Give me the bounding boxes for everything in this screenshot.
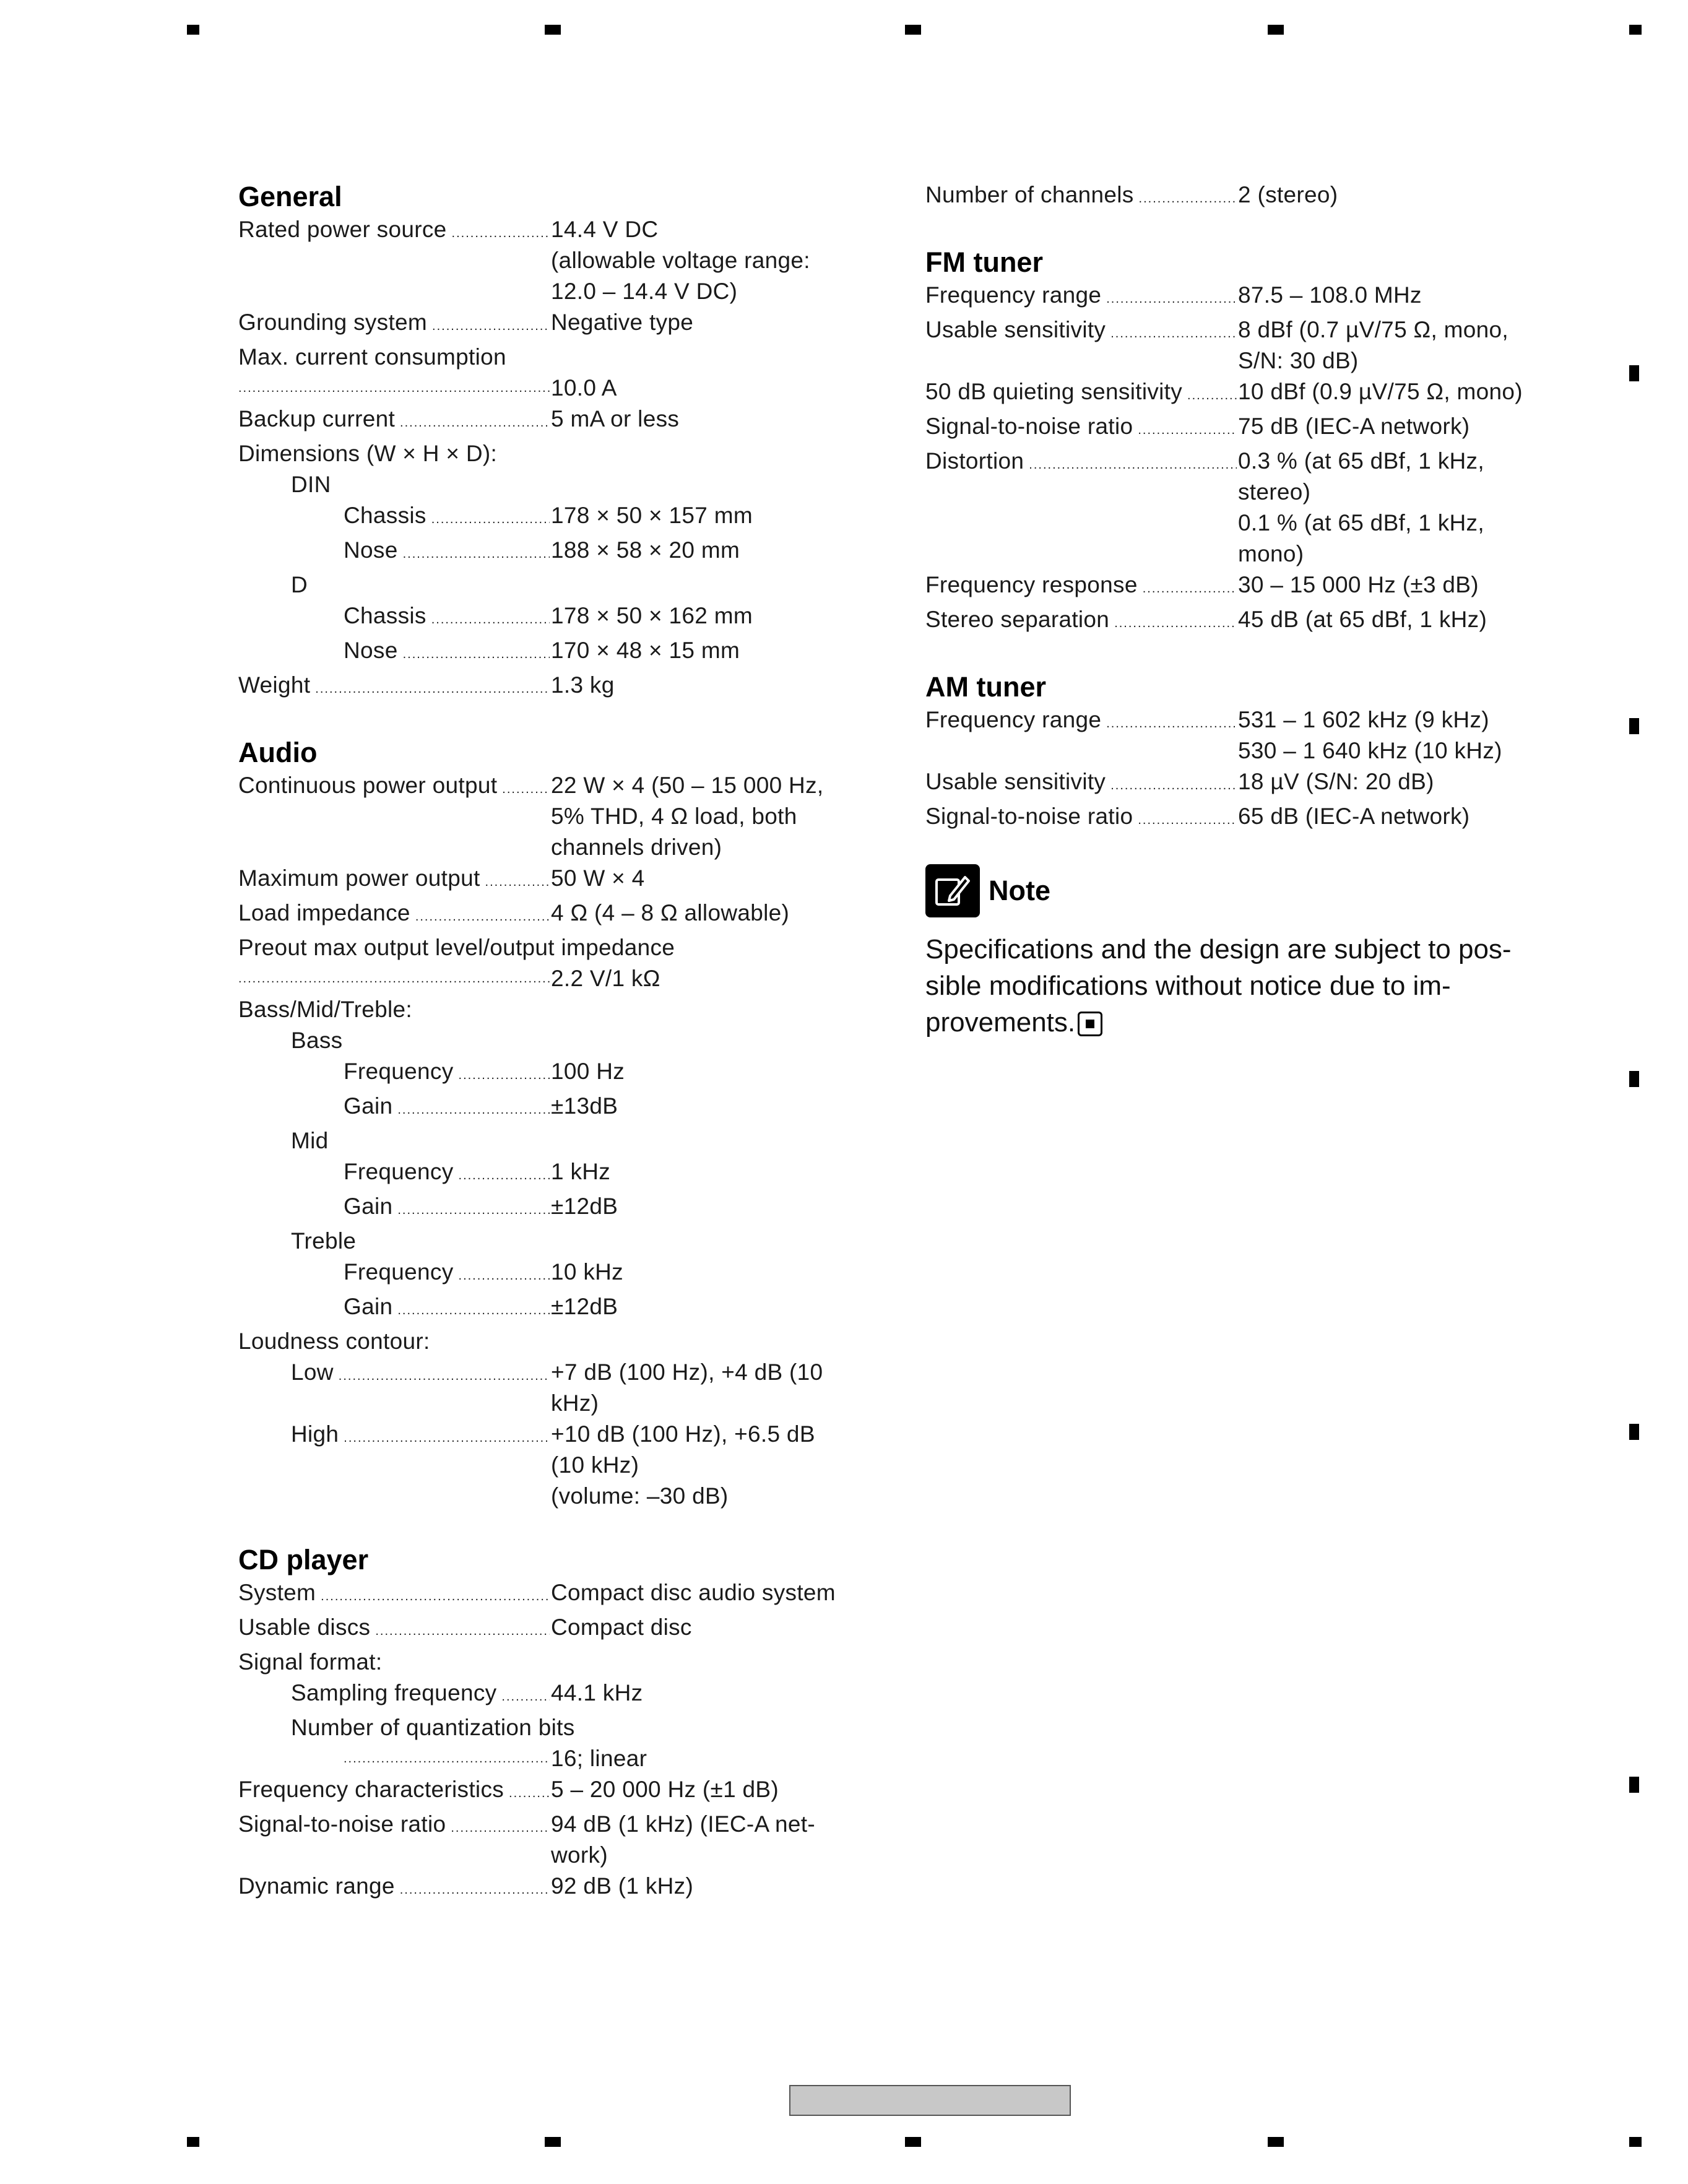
spec-value-line: ±12dB bbox=[551, 1194, 618, 1219]
dot-leader bbox=[238, 963, 550, 994]
spec-heading: Number of quantization bits bbox=[291, 1715, 575, 1740]
spec-value-line: 4 Ω (4 – 8 Ω allowable) bbox=[551, 900, 790, 925]
spec-value-line: 170 × 48 × 15 mm bbox=[551, 638, 740, 663]
spec-row bbox=[238, 1678, 857, 1712]
dot-leader bbox=[501, 1681, 550, 1712]
spec-value-line: 30 – 15 000 Hz (±3 dB) bbox=[1238, 572, 1479, 597]
dot-leader bbox=[1139, 183, 1237, 214]
spec-label-text: Continuous power output bbox=[238, 773, 498, 798]
spec-value-line: 10 kHz bbox=[551, 1259, 623, 1285]
spec-label bbox=[925, 766, 1238, 801]
spec-label bbox=[238, 1291, 551, 1326]
spec-value-line: +10 dB (100 Hz), +6.5 dB bbox=[551, 1421, 815, 1447]
dot-leader bbox=[432, 311, 550, 342]
spec-label-text: Rated power source bbox=[238, 217, 447, 242]
spec-label bbox=[238, 1091, 551, 1125]
page-number-box bbox=[789, 2085, 1071, 2116]
spec-label bbox=[238, 600, 551, 635]
spec-row bbox=[238, 670, 857, 704]
spec-label-text: Frequency response bbox=[925, 572, 1138, 597]
spec-label-text: Distortion bbox=[925, 448, 1024, 474]
spec-label-text: Chassis bbox=[344, 503, 426, 528]
dot-leader bbox=[344, 1423, 550, 1454]
spec-row bbox=[238, 898, 857, 932]
spec-value bbox=[551, 307, 857, 338]
dot-leader bbox=[459, 1060, 550, 1091]
spec-row bbox=[238, 770, 857, 863]
spec-value bbox=[551, 1357, 857, 1419]
spec-value-line: (allowable voltage range: bbox=[551, 248, 810, 273]
spec-value bbox=[551, 404, 857, 435]
spec-value-line: 12.0 – 14.4 V DC) bbox=[551, 279, 738, 304]
spec-row bbox=[238, 1577, 857, 1612]
spec-value bbox=[551, 1257, 857, 1288]
spec-row bbox=[238, 404, 857, 438]
dot-leader bbox=[502, 774, 550, 805]
spec-value bbox=[551, 670, 857, 701]
spec-label bbox=[925, 446, 1238, 480]
spec-label bbox=[238, 770, 551, 805]
spec-label bbox=[238, 863, 551, 898]
spec-label-text: Weight bbox=[238, 672, 311, 698]
right-column bbox=[925, 180, 1551, 1041]
spec-label-text: Frequency range bbox=[925, 707, 1102, 732]
spec-row bbox=[238, 1091, 857, 1125]
spec-value bbox=[551, 1678, 857, 1709]
dot-leader bbox=[451, 1813, 550, 1844]
dot-leader bbox=[403, 639, 550, 670]
spec-label-text: Frequency range bbox=[925, 282, 1102, 308]
spec-label-text: 50 dB quieting sensitivity bbox=[925, 379, 1183, 404]
spec-label-text: Maximum power output bbox=[238, 865, 480, 891]
spec-heading: Dimensions (W × H × D): bbox=[238, 441, 498, 466]
dot-leader bbox=[397, 1094, 550, 1125]
spec-value-line: 14.4 V DC bbox=[551, 217, 659, 242]
spec-value bbox=[1238, 376, 1551, 407]
spec-label bbox=[925, 180, 1238, 214]
spec-row bbox=[238, 1191, 857, 1226]
spec-label-text: Chassis bbox=[344, 603, 426, 628]
note-text bbox=[925, 931, 1551, 1041]
spec-value-line: channels driven) bbox=[551, 834, 722, 860]
spec-row bbox=[238, 1743, 857, 1774]
spec-label-text: Number of channels bbox=[925, 182, 1134, 207]
spec-value bbox=[551, 1419, 857, 1512]
spec-label bbox=[238, 898, 551, 932]
registration-mark bbox=[1629, 718, 1639, 734]
section-title: FM tuner bbox=[925, 246, 1043, 278]
dot-leader bbox=[400, 407, 550, 438]
spec-label-text: Frequency bbox=[344, 1059, 454, 1084]
dot-leader bbox=[321, 1581, 550, 1612]
spec-heading: Preout max output level/output impedance bbox=[238, 935, 675, 960]
spec-label-text: High bbox=[291, 1421, 339, 1447]
spec-value bbox=[1238, 604, 1551, 635]
spec-label bbox=[925, 376, 1238, 411]
spec-value bbox=[551, 500, 857, 531]
spec-value-line: 10 dBf (0.9 µV/75 Ω, mono) bbox=[1238, 379, 1523, 404]
spec-row bbox=[238, 500, 857, 535]
spec-label bbox=[238, 214, 551, 249]
note-line: sible modifications without notice due to im- bbox=[925, 971, 1451, 1001]
spec-label bbox=[925, 570, 1238, 604]
spec-value bbox=[551, 635, 857, 666]
dot-leader bbox=[1187, 380, 1237, 411]
spec-label bbox=[238, 1743, 551, 1774]
dot-leader bbox=[339, 1361, 550, 1392]
spec-value-line: 10.0 A bbox=[551, 375, 617, 401]
spec-value-line: 50 W × 4 bbox=[551, 865, 645, 891]
spec-heading: Signal format: bbox=[238, 1649, 383, 1675]
spec-label-text: Gain bbox=[344, 1194, 393, 1219]
spec-label bbox=[238, 1056, 551, 1091]
spec-value-line: 5 mA or less bbox=[551, 406, 680, 431]
spec-row bbox=[925, 766, 1551, 801]
spec-row bbox=[925, 704, 1551, 766]
spec-value-line: 188 × 58 × 20 mm bbox=[551, 537, 740, 563]
spec-row bbox=[925, 446, 1551, 570]
spec-label-text: Usable sensitivity bbox=[925, 317, 1106, 342]
section-title: CD player bbox=[238, 1544, 369, 1575]
spec-value-line: 2 (stereo) bbox=[1238, 182, 1338, 207]
spec-label-text: Gain bbox=[344, 1294, 393, 1319]
spec-row bbox=[238, 1419, 857, 1512]
dot-leader bbox=[1143, 573, 1237, 604]
spec-row bbox=[925, 411, 1551, 446]
spec-heading: Loudness contour: bbox=[238, 1328, 430, 1354]
spec-value bbox=[551, 214, 857, 307]
spec-value bbox=[551, 1056, 857, 1087]
spec-row bbox=[238, 1357, 857, 1419]
spec-value bbox=[551, 863, 857, 894]
dot-leader bbox=[509, 1778, 550, 1809]
left-column bbox=[238, 180, 857, 1905]
dot-leader bbox=[403, 539, 550, 570]
spec-label bbox=[925, 280, 1238, 314]
dot-leader bbox=[344, 1743, 550, 1774]
dot-leader bbox=[1138, 805, 1237, 836]
spec-value-line: 22 W × 4 (50 – 15 000 Hz, bbox=[551, 773, 824, 798]
spec-value-line: 16; linear bbox=[551, 1746, 647, 1771]
spec-row bbox=[238, 307, 857, 342]
spec-label-text: Sampling frequency bbox=[291, 1680, 497, 1705]
registration-mark bbox=[187, 2137, 199, 2147]
dot-leader bbox=[431, 504, 550, 535]
spec-value bbox=[551, 1809, 857, 1871]
registration-mark bbox=[187, 25, 199, 35]
registration-mark bbox=[1629, 1777, 1639, 1793]
spec-value bbox=[1238, 570, 1551, 600]
spec-value-line: 178 × 50 × 157 mm bbox=[551, 503, 753, 528]
spec-label bbox=[238, 1419, 551, 1454]
spec-label bbox=[925, 801, 1238, 836]
spec-label bbox=[238, 404, 551, 438]
spec-label bbox=[238, 963, 551, 994]
spec-label-text: Usable sensitivity bbox=[925, 769, 1106, 794]
spec-label-text: Dynamic range bbox=[238, 1873, 395, 1899]
spec-heading: Max. current consumption bbox=[238, 344, 506, 370]
spec-value-line: 5% THD, 4 Ω load, both bbox=[551, 804, 797, 829]
spec-value bbox=[551, 898, 857, 929]
spec-row bbox=[238, 600, 857, 635]
spec-value-line: 87.5 – 108.0 MHz bbox=[1238, 282, 1422, 308]
spec-row bbox=[238, 963, 857, 994]
spec-label bbox=[238, 670, 551, 704]
dot-leader bbox=[415, 901, 550, 932]
spec-value bbox=[551, 1871, 857, 1902]
spec-label bbox=[925, 314, 1238, 349]
spec-label-text: Nose bbox=[344, 638, 398, 663]
note-heading bbox=[925, 864, 1551, 917]
spec-label bbox=[238, 1678, 551, 1712]
registration-mark bbox=[1629, 2137, 1642, 2147]
section-title: General bbox=[238, 181, 342, 212]
spec-value bbox=[551, 535, 857, 566]
spec-value-line: 92 dB (1 kHz) bbox=[551, 1873, 694, 1899]
spec-value bbox=[551, 963, 857, 994]
spec-value bbox=[551, 1612, 857, 1643]
registration-mark bbox=[1268, 25, 1284, 35]
dot-leader bbox=[375, 1616, 550, 1647]
dot-leader bbox=[238, 373, 550, 404]
spec-heading: Mid bbox=[291, 1128, 329, 1153]
spec-row bbox=[238, 863, 857, 898]
spec-value-line: 530 – 1 640 kHz (10 kHz) bbox=[1238, 738, 1502, 763]
spec-row bbox=[238, 1809, 857, 1871]
spec-value-line: 18 µV (S/N: 20 dB) bbox=[1238, 769, 1434, 794]
spec-heading: DIN bbox=[291, 472, 331, 497]
dot-leader bbox=[400, 1874, 550, 1905]
spec-label bbox=[238, 1809, 551, 1844]
spec-row bbox=[238, 1056, 857, 1091]
spec-label bbox=[238, 535, 551, 570]
spec-row bbox=[238, 635, 857, 670]
spec-row bbox=[925, 570, 1551, 604]
spec-value-line: 94 dB (1 kHz) (IEC-A net- bbox=[551, 1811, 815, 1837]
spec-value bbox=[551, 1091, 857, 1122]
spec-label-text: Signal-to-noise ratio bbox=[925, 804, 1133, 829]
spec-value-line: ±12dB bbox=[551, 1294, 618, 1319]
section-title: Audio bbox=[238, 737, 318, 768]
spec-label bbox=[925, 411, 1238, 446]
registration-mark bbox=[1629, 1424, 1639, 1440]
registration-mark bbox=[905, 2137, 921, 2147]
spec-row bbox=[925, 280, 1551, 314]
dot-leader bbox=[397, 1195, 550, 1226]
spec-value-line: mono) bbox=[1238, 541, 1304, 566]
spec-value bbox=[551, 1577, 857, 1608]
spec-label bbox=[238, 373, 551, 404]
spec-label-text: System bbox=[238, 1580, 316, 1605]
spec-label bbox=[238, 1191, 551, 1226]
spec-value bbox=[1238, 801, 1551, 832]
spec-value-line: 531 – 1 602 kHz (9 kHz) bbox=[1238, 707, 1489, 732]
spec-label bbox=[238, 1612, 551, 1647]
spec-label bbox=[238, 635, 551, 670]
spec-label bbox=[238, 1357, 551, 1392]
spec-label-text: Grounding system bbox=[238, 310, 428, 335]
spec-label bbox=[238, 1156, 551, 1191]
dot-leader bbox=[1110, 318, 1237, 349]
spec-label-text: Stereo separation bbox=[925, 607, 1110, 632]
section-title: AM tuner bbox=[925, 671, 1046, 703]
spec-value-line: 1 kHz bbox=[551, 1159, 611, 1184]
spec-value-line: 45 dB (at 65 dBf, 1 kHz) bbox=[1238, 607, 1487, 632]
spec-value bbox=[551, 1774, 857, 1805]
spec-label bbox=[925, 604, 1238, 639]
spec-value-line: ±13dB bbox=[551, 1093, 618, 1119]
dot-leader bbox=[1110, 770, 1237, 801]
spec-row bbox=[925, 180, 1551, 214]
spec-value-line: 0.3 % (at 65 dBf, 1 kHz, bbox=[1238, 448, 1484, 474]
spec-value-line: Compact disc audio system bbox=[551, 1580, 836, 1605]
spec-value-line: S/N: 30 dB) bbox=[1238, 348, 1359, 373]
dot-leader bbox=[315, 674, 550, 704]
spec-heading: D bbox=[291, 572, 308, 597]
spec-value bbox=[1238, 314, 1551, 376]
registration-mark bbox=[545, 2137, 561, 2147]
spec-label-text: Signal-to-noise ratio bbox=[925, 414, 1133, 439]
dot-leader bbox=[397, 1295, 550, 1326]
spec-value-line: kHz) bbox=[551, 1390, 599, 1416]
registration-mark bbox=[1629, 25, 1642, 35]
spec-value-line: 75 dB (IEC-A network) bbox=[1238, 414, 1470, 439]
dot-leader bbox=[459, 1260, 550, 1291]
dot-leader bbox=[452, 218, 550, 249]
spec-value-line: Negative type bbox=[551, 310, 694, 335]
spec-value-line: 8 dBf (0.7 µV/75 Ω, mono, bbox=[1238, 317, 1508, 342]
spec-value-line: (10 kHz) bbox=[551, 1452, 639, 1478]
spec-row bbox=[238, 373, 857, 404]
spec-row bbox=[238, 1156, 857, 1191]
spec-row bbox=[238, 1871, 857, 1905]
pencil-note-icon bbox=[925, 864, 980, 917]
spec-heading: Bass bbox=[291, 1028, 343, 1053]
note-line-text: provements. bbox=[925, 1007, 1076, 1038]
spec-row bbox=[238, 1612, 857, 1647]
spec-value-line: Compact disc bbox=[551, 1614, 692, 1640]
spec-label-text: Frequency bbox=[344, 1159, 454, 1184]
spec-label-text: Frequency characteristics bbox=[238, 1777, 504, 1802]
spec-label bbox=[238, 1257, 551, 1291]
spec-value-line: (volume: –30 dB) bbox=[551, 1483, 729, 1509]
spec-heading: Bass/Mid/Treble: bbox=[238, 997, 413, 1022]
spec-value-line: 0.1 % (at 65 dBf, 1 kHz, bbox=[1238, 510, 1484, 535]
spec-label bbox=[238, 1774, 551, 1809]
spec-heading: Treble bbox=[291, 1228, 357, 1254]
spec-value bbox=[1238, 704, 1551, 766]
spec-value bbox=[551, 373, 857, 404]
spec-label-text: Usable discs bbox=[238, 1614, 371, 1640]
spec-label bbox=[925, 704, 1238, 739]
spec-value bbox=[551, 770, 857, 863]
spec-label-text: Gain bbox=[344, 1093, 393, 1119]
end-of-section-icon bbox=[1078, 1012, 1102, 1036]
spec-value bbox=[1238, 766, 1551, 797]
spec-value bbox=[1238, 411, 1551, 442]
spec-value-line: 65 dB (IEC-A network) bbox=[1238, 804, 1470, 829]
note-line: Specifications and the design are subject to pos- bbox=[925, 934, 1512, 964]
spec-row bbox=[238, 535, 857, 570]
spec-label-text: Frequency bbox=[344, 1259, 454, 1285]
dot-leader bbox=[1114, 608, 1237, 639]
registration-mark bbox=[545, 25, 561, 35]
spec-value-line: 5 – 20 000 Hz (±1 dB) bbox=[551, 1777, 779, 1802]
spec-value bbox=[551, 1191, 857, 1222]
spec-value bbox=[551, 1156, 857, 1187]
spec-label bbox=[238, 307, 551, 342]
spec-row bbox=[238, 1291, 857, 1326]
spec-label bbox=[238, 1871, 551, 1905]
spec-label-text: Backup current bbox=[238, 406, 396, 431]
spec-value bbox=[1238, 180, 1551, 210]
dot-leader bbox=[1138, 415, 1237, 446]
registration-mark bbox=[905, 25, 921, 35]
spec-value bbox=[551, 600, 857, 631]
spec-row bbox=[925, 376, 1551, 411]
spec-value-line: work) bbox=[551, 1842, 608, 1868]
spec-row bbox=[925, 801, 1551, 836]
spec-value-line: 2.2 V/1 kΩ bbox=[551, 966, 660, 991]
spec-row bbox=[238, 214, 857, 307]
dot-leader bbox=[1106, 708, 1237, 739]
spec-row bbox=[925, 604, 1551, 639]
spec-value-line: 178 × 50 × 162 mm bbox=[551, 603, 753, 628]
spec-row bbox=[238, 1257, 857, 1291]
spec-row bbox=[925, 314, 1551, 376]
dot-leader bbox=[1029, 449, 1237, 480]
dot-leader bbox=[431, 604, 550, 635]
spec-label-text: Load impedance bbox=[238, 900, 410, 925]
spec-label-text: Nose bbox=[344, 537, 398, 563]
spec-label bbox=[238, 1577, 551, 1612]
spec-value-line: 100 Hz bbox=[551, 1059, 625, 1084]
spec-value-line: 44.1 kHz bbox=[551, 1680, 643, 1705]
spec-value bbox=[1238, 446, 1551, 570]
dot-leader bbox=[459, 1160, 550, 1191]
registration-mark bbox=[1629, 1071, 1639, 1087]
spec-label-text: Low bbox=[291, 1359, 334, 1385]
dot-leader bbox=[1106, 284, 1237, 314]
spec-value bbox=[551, 1743, 857, 1774]
note-line bbox=[925, 1004, 1551, 1041]
spec-label-text: Signal-to-noise ratio bbox=[238, 1811, 446, 1837]
spec-value-line: stereo) bbox=[1238, 479, 1311, 505]
registration-mark bbox=[1629, 365, 1639, 381]
dot-leader bbox=[485, 867, 550, 898]
spec-value-line: +7 dB (100 Hz), +4 dB (10 bbox=[551, 1359, 823, 1385]
note-label: Note bbox=[989, 875, 1050, 906]
spec-row bbox=[238, 1774, 857, 1809]
registration-mark bbox=[1268, 2137, 1284, 2147]
spec-value-line: 1.3 kg bbox=[551, 672, 615, 698]
spec-value bbox=[551, 1291, 857, 1322]
spec-value bbox=[1238, 280, 1551, 311]
spec-label bbox=[238, 500, 551, 535]
